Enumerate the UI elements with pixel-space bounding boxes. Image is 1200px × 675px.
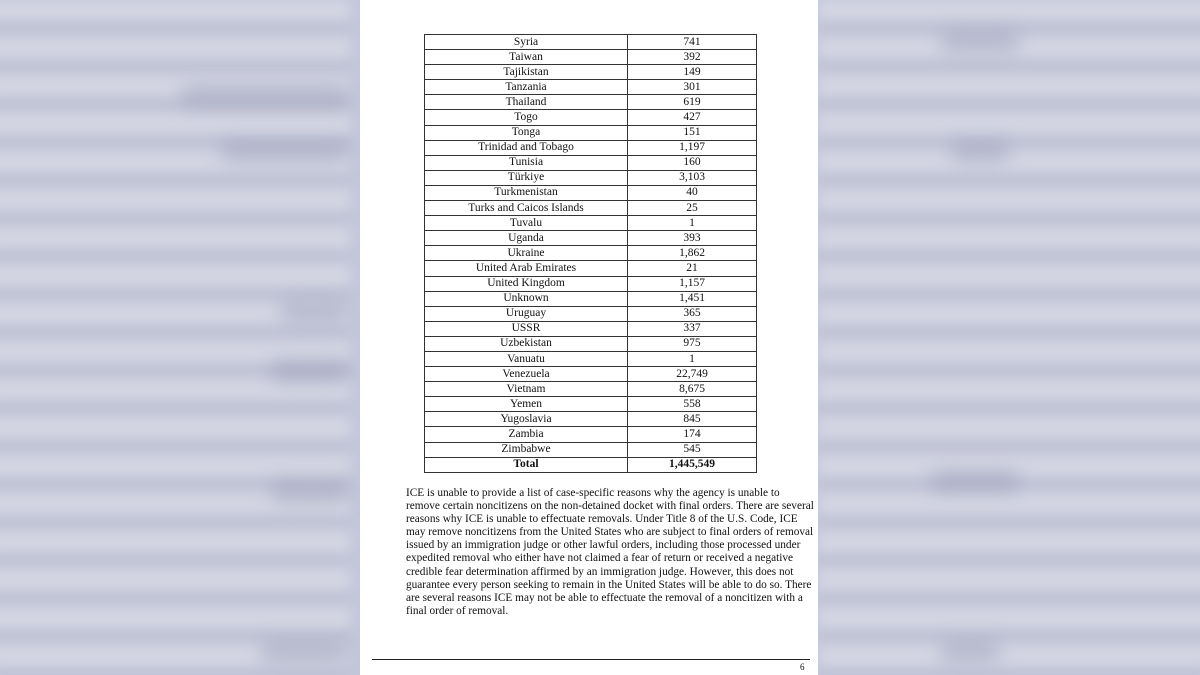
- table-row: [425, 125, 757, 140]
- table-row: [425, 231, 757, 246]
- count-cell: 365: [628, 306, 757, 321]
- country-cell: Taiwan: [425, 50, 628, 65]
- table-row: [425, 291, 757, 306]
- count-cell: 301: [628, 80, 757, 95]
- table-row: [425, 80, 757, 95]
- blurred-text-ghost: [270, 360, 350, 382]
- count-cell: 975: [628, 336, 757, 351]
- country-cell: Unknown: [425, 291, 628, 306]
- body-paragraph: ICE is unable to provide a list of case-specific reasons why the agency is unable to remove certain noncitizens on the non-detained docket with final orders. There are several reasons why ICE is unable to effectuate removals. Under Title 8 of the U.S. Code, ICE may remove noncitizens from the United States who are subject to final orders of removal issued by an immigration judge or other lawful orders, including those processed under expedited removal who either have not claimed a fear of return or received a negative credible fear determination affirmed by an immigration judge. However, this does not guarantee every person seeking to remain in the United States will be able to do so. There are several reasons ICE may not be able to effectuate the removal of a noncitizen with a final order of removal.: [406, 487, 814, 617]
- count-cell: 1,157: [628, 276, 757, 291]
- country-cell: Uzbekistan: [425, 336, 628, 351]
- count-cell: 8,675: [628, 382, 757, 397]
- count-cell: 1,451: [628, 291, 757, 306]
- table-row: [425, 95, 757, 110]
- table-row: [425, 336, 757, 351]
- table-row: [425, 170, 757, 185]
- country-cell: Vanuatu: [425, 351, 628, 366]
- count-cell: 393: [628, 231, 757, 246]
- blurred-text-ghost: [260, 640, 350, 662]
- footer-rule: [372, 659, 810, 660]
- country-cell: Ukraine: [425, 246, 628, 261]
- country-cell: Yugoslavia: [425, 412, 628, 427]
- country-cell: Venezuela: [425, 367, 628, 382]
- table-row: [425, 201, 757, 216]
- blurred-text-ghost: [180, 85, 350, 107]
- table-row: [425, 185, 757, 200]
- table-row: [425, 382, 757, 397]
- count-cell: 1,862: [628, 246, 757, 261]
- count-cell: 149: [628, 65, 757, 80]
- blurred-text-ghost: [220, 140, 350, 162]
- table-row: [425, 442, 757, 457]
- total-value: 1,445,549: [628, 457, 757, 472]
- table-row: [425, 306, 757, 321]
- count-cell: 845: [628, 412, 757, 427]
- country-cell: Uruguay: [425, 306, 628, 321]
- count-cell: 392: [628, 50, 757, 65]
- table-row: [425, 321, 757, 336]
- country-cell: Uganda: [425, 231, 628, 246]
- table-row: [425, 155, 757, 170]
- table-row: [425, 427, 757, 442]
- table-row: [425, 140, 757, 155]
- count-cell: 337: [628, 321, 757, 336]
- blurred-text-ghost: [940, 640, 1000, 662]
- count-cell: 160: [628, 155, 757, 170]
- table-row: [425, 397, 757, 412]
- country-cell: Vietnam: [425, 382, 628, 397]
- blurred-text-ghost: [270, 480, 350, 502]
- blurred-backdrop-right: [818, 0, 1200, 675]
- count-cell: 25: [628, 201, 757, 216]
- table-row: [425, 351, 757, 366]
- table-row: [425, 35, 757, 50]
- table-row: [425, 216, 757, 231]
- country-cell: Thailand: [425, 95, 628, 110]
- table-row: [425, 276, 757, 291]
- count-cell: 1,197: [628, 140, 757, 155]
- count-cell: 1: [628, 351, 757, 366]
- table-row: [425, 110, 757, 125]
- country-cell: Turkmenistan: [425, 185, 628, 200]
- document-page: [360, 0, 818, 675]
- country-cell: Tuvalu: [425, 216, 628, 231]
- country-cell: Syria: [425, 35, 628, 50]
- count-cell: 545: [628, 442, 757, 457]
- blurred-text-ghost: [930, 470, 1020, 492]
- count-cell: 558: [628, 397, 757, 412]
- country-cell: Tonga: [425, 125, 628, 140]
- table-row: [425, 65, 757, 80]
- count-cell: 174: [628, 427, 757, 442]
- count-cell: 427: [628, 110, 757, 125]
- count-cell: 741: [628, 35, 757, 50]
- country-cell: United Arab Emirates: [425, 261, 628, 276]
- count-cell: 21: [628, 261, 757, 276]
- total-row: [425, 457, 757, 472]
- count-cell: 151: [628, 125, 757, 140]
- country-cell: USSR: [425, 321, 628, 336]
- count-cell: 3,103: [628, 170, 757, 185]
- country-cell: Trinidad and Tobago: [425, 140, 628, 155]
- blurred-text-ghost: [280, 300, 350, 322]
- page-number: 6: [800, 662, 805, 672]
- count-cell: 1: [628, 216, 757, 231]
- country-cell: Zimbabwe: [425, 442, 628, 457]
- country-cell: Zambia: [425, 427, 628, 442]
- country-cell: Turks and Caicos Islands: [425, 201, 628, 216]
- blurred-text-ghost: [940, 30, 1020, 52]
- count-cell: 22,749: [628, 367, 757, 382]
- country-cell: Yemen: [425, 397, 628, 412]
- table-row: [425, 261, 757, 276]
- table-row: [425, 50, 757, 65]
- table-row: [425, 412, 757, 427]
- country-cell: Tanzania: [425, 80, 628, 95]
- country-count-table: [424, 34, 757, 473]
- blurred-text-ghost: [950, 140, 1010, 162]
- count-cell: 40: [628, 185, 757, 200]
- country-cell: Togo: [425, 110, 628, 125]
- count-cell: 619: [628, 95, 757, 110]
- country-cell: Tunisia: [425, 155, 628, 170]
- table-row: [425, 367, 757, 382]
- country-cell: Tajikistan: [425, 65, 628, 80]
- country-cell: Türkiye: [425, 170, 628, 185]
- country-cell: United Kingdom: [425, 276, 628, 291]
- total-label: Total: [425, 457, 628, 472]
- table-row: [425, 246, 757, 261]
